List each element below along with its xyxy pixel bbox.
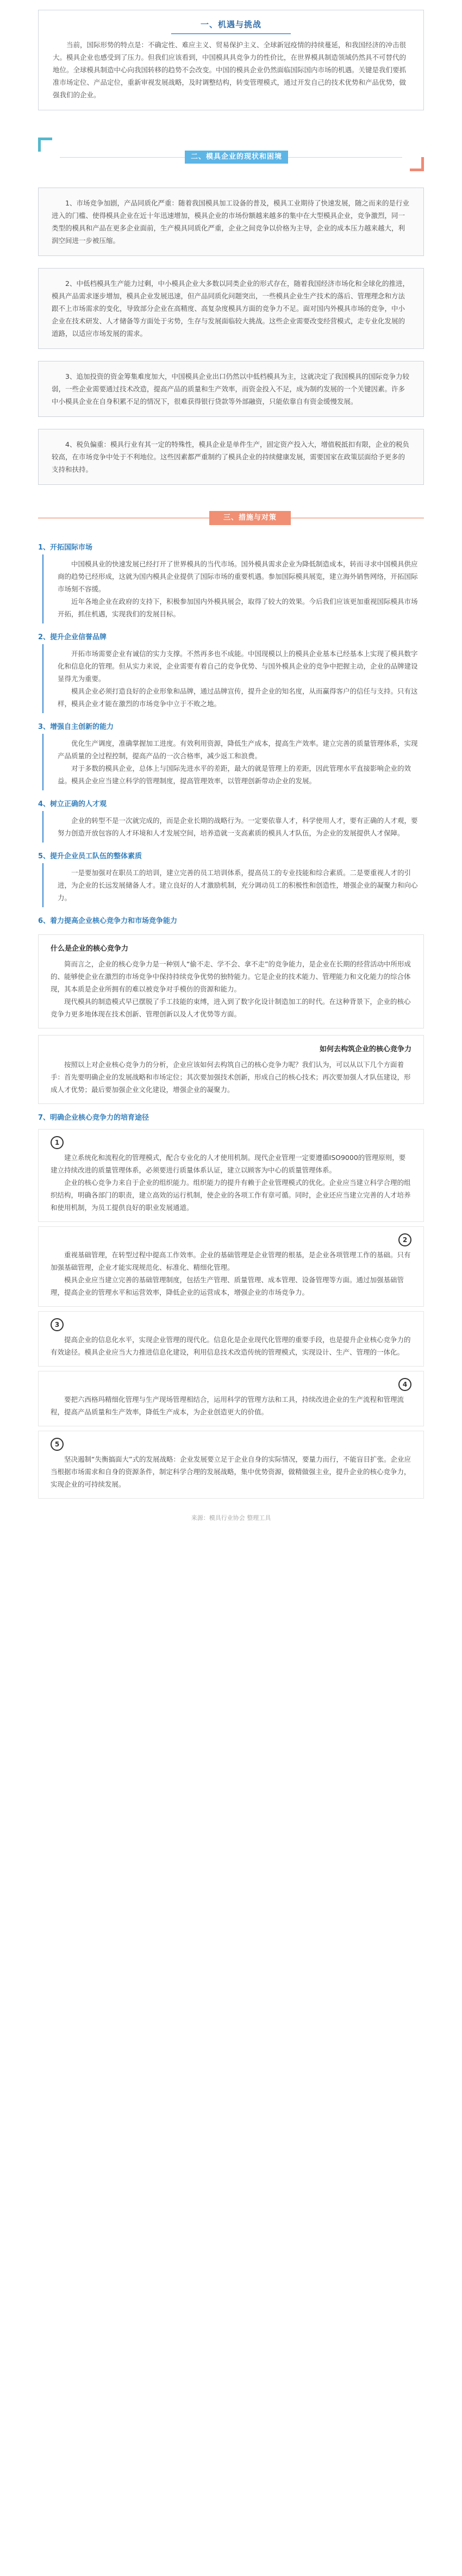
numbered-item (38, 1226, 424, 1307)
measure-title: 4、树立正确的人才观 (38, 800, 107, 808)
core-competence-box (38, 934, 424, 1028)
measure-body (42, 863, 424, 907)
measure-item (38, 798, 424, 843)
measure-paragraph: 优化生产调度，准确掌握加工进度。有效利用资源，降低生产成本，提高生产效率。建立完善的质量管理体系，实现产品质量的全过程控制，提高产品的一次合格率，减少返工和浪费。 (58, 739, 418, 760)
section-title: 二、模具企业的现状和困境 (185, 151, 288, 164)
numbered-paragraph: 提高企业的信息化水平，实现企业管理的现代化。信息化是企业现代化管理的重要手段，也是提升企业核心竞争力的有效途径。模具企业应当大力推进信息化建设，利用信息技术改造传统的管理模式，实现设计、生产、管理的一体化。 (51, 1336, 411, 1356)
status-paragraph-box (38, 268, 424, 349)
measure-body (42, 811, 424, 843)
numbered-item (38, 1129, 424, 1222)
number-row (51, 1318, 411, 1333)
measure-title: 7、明确企业核心竞争力的培育途径 (38, 1114, 149, 1122)
section-title: 一、机遇与挑战 (171, 18, 291, 34)
footer-source: 来源：模具行业协会 整理工具 (191, 1514, 271, 1521)
number-row (51, 1233, 411, 1249)
number-badge: 1 (51, 1136, 64, 1149)
question-paragraph: 现代模具的制造模式早已摆脱了手工技能的束缚，进入到了数字化设计制造加工的时代。在这种背景下，企业的核心竞争力更多地体现在技术创新、管理创新以及人才优势等方面。 (51, 997, 411, 1018)
status-paragraph-box (38, 188, 424, 256)
section-measures-header (38, 507, 424, 534)
numbered-item (38, 1371, 424, 1426)
numbered-item (38, 1431, 424, 1499)
measure-body (42, 644, 424, 713)
measure-title: 3、增强自主创新的能力 (38, 723, 114, 731)
section-paragraph: 当前，国际形势的特点是：不确定性、难应主义、贸易保护主义、全球新冠疫情的持续蔓延，和我国经济的冲击很大。模具企业也感受到了压力。但我们应该看到，中国模具具竞争力的性价比，在世界模具制造领域仍然具不可替代的地位。全球模具制造中心向我国转移的趋势不会改变。中国的模具企业仍然面临国际国内市场的机遇。关键是我们要抓准市场定位、产品定位，重新审视发展战略，及时调整结构，转变管理模式，通过开发自己的技术优势和产品优势，做强我们的企业。 (53, 41, 407, 99)
measure-title: 6、着力提高企业核心竞争力和市场竞争能力 (38, 917, 178, 925)
question-paragraph: 简而言之，企业的核心竞争力是一种别人“偷不走、学不会、拿不走”的竞争能力，是企业在长期的经营活动中所形成的、能够使企业在激烈的市场竞争中保持持续竞争优势的独特能力。它是企业的技术能力、管理能力和文化能力的综合体现，其本质是企业所拥有的难以被竞争对手模仿的资源和能力。 (51, 960, 411, 993)
measure-paragraph: 开拓市场需要企业有诚信的实力支撑。不然再多也不成能。中国现模以上的模具企业基本已经基本上实现了模具数字化和信息化的管理。但从实力来说，企业需要有着自己的竞争优势、与国外模具企业的竞争中把握主动，企业的品牌建设显得尤为重要。 (58, 650, 418, 683)
status-paragraph-box (38, 361, 424, 417)
status-paragraph: 1、市场竞争加剧，产品同质化严重：随着我国模具加工设备的普及，模具工业期待了快速发展，随之而来的是行业进入的门槛、使得模具企业在近十年迅速增加，模具企业的市场份额越来越多的集中在大型模具企业，竞争激烈，同一类型的模具和产品在更多企业面前，生产模具同质化严重，企业之间竞争以价格为主导，企业的成本压力越来越大，利润空间进一步被压缩。 (52, 199, 409, 245)
measure-item (38, 721, 424, 790)
measure-paragraph: 一是要加强对在职员工的培训，建立完善的员工培训体系，提高员工的专业技能和综合素质。二是要重视人才的引进，为企业的长远发展储备人才。建立良好的人才激励机制，充分调动员工的积极性和创造性，增强企业的凝聚力和向心力。 (58, 869, 418, 902)
numbered-paragraph: 重视基础管理，在转型过程中提高工作效率。企业的基础管理是企业管理的根基，是企业各项管理工作的基础。只有加强基础管理，企业才能实现规范化、标准化、精细化管理。 (51, 1251, 411, 1271)
section-status-header (38, 138, 424, 176)
numbered-paragraph: 模具企业应当建立完善的基础管理制度，包括生产管理、质量管理、成本管理、设备管理等方面。通过加强基础管理，提高企业的管理水平和运营效率，降低企业的运营成本，增强企业的市场竞争力。 (51, 1276, 404, 1296)
number-row (51, 1136, 411, 1151)
question-paragraph: 按照以上对企业核心竞争力的分析，企业应该如何去构筑自己的核心竞争力呢？我们认为，可以从以下几个方面着手：首先要明确企业的发展战略和市场定位；其次要加强技术创新，形成自己的核心技术；再次要加强人才队伍建设，形成人才优势；最后要加强企业文化建设，增强企业的凝聚力。 (51, 1061, 411, 1094)
measure-item (38, 850, 424, 907)
status-paragraph: 2、中低档模具生产能力过剩，中小模具企业大多数以同类企业的形式存在，随着我国经济市场化和全球化的推进，模具产品需求逐步增加，模具企业发展迅速，但产品同质化问题突出，一些模具企业生产技术的落后、管理理念和方法跟不上市场需求的变化，导致部分企业在高精度、高复杂度模具方面的竞争力不足。面对国内外模具市场的竞争，中小企业在技术研发、人才储备等方面处于劣势，生存与发展面临较大挑战。这些企业需要改变经营模式，走专业化发展的道路，以适应市场发展的需求。 (52, 279, 409, 338)
question-title: 什么是企业的核心竞争力 (51, 945, 129, 953)
numbered-paragraph: 建立系统化和流程化的管理模式，配合专业化的人才使用机制。现代企业管理一定要遵循ISO9000的管理原则，要建立持续改进的质量管理体系，必须要进行质量体系认证，建立以顾客为中心的质量管理体系。 (51, 1153, 406, 1174)
measure-item (38, 631, 424, 713)
measure-paragraph: 近年各地企业在政府的支持下，积极参加国内外模具展会，取得了较大的效果。今后我们应该更加重视国际模具市场开拓，抓住机遇，实现我们的发展目标。 (58, 597, 418, 618)
measure-title: 2、提升企业信誉品牌 (38, 633, 107, 641)
build-competence-box (38, 1035, 424, 1104)
measure-title: 5、提升企业员工队伍的整体素质 (38, 852, 142, 860)
measure-paragraph: 中国模具业的快速发展已经打开了世界模具的当代市场。国外模具需求企业为降低制造成本，转而寻求中国模具供应商的趋势已经形成，这就为国内模具企业提供了国际市场的重要机遇。参加国际模具展览，建立海外销售网络，开拓国际市场刻不容缓。 (58, 560, 418, 593)
number-row (51, 1438, 411, 1453)
number-row (51, 1378, 411, 1393)
question-title: 如何去构筑企业的核心竞争力 (319, 1045, 411, 1053)
number-badge: 2 (398, 1233, 411, 1246)
status-paragraph-box (38, 429, 424, 485)
measure-body (42, 554, 424, 623)
top-spacer (0, 0, 462, 5)
measure-paragraph: 企业的转型不是一次就完成的，而是企业长期的战略行为。一定要依靠人才，科学使用人才，要有正确的人才观，要努力创造开放包容的人才环境和人才发展空间，培养造就一支高素质的模具人才队伍，为企业的发展提供人才保障。 (58, 816, 418, 837)
number-badge: 5 (51, 1438, 64, 1451)
number-badge: 4 (398, 1378, 411, 1391)
measure-item (38, 915, 424, 928)
measure-paragraph: 模具企业必须打造良好的企业形象和品牌，通过品牌宣传，提升企业的知名度，从而赢得客户的信任与支持。只有这样，模具企业才能在激烈的市场竞争中立于不败之地。 (58, 687, 418, 708)
measure-title: 1、开拓国际市场 (38, 544, 93, 552)
section-title: 三、措施与对策 (209, 511, 291, 525)
numbered-paragraph: 企业的核心竞争力来自于企业的组织能力。组织能力的提升有赖于企业管理模式的优化。企业应当建立科学合理的组织结构，明确各部门的职责，建立高效的运行机制，使企业的各项工作有章可循。同时，企业还应当建立完善的人才培养和使用机制，为员工提供良好的职业发展通道。 (51, 1178, 411, 1212)
status-paragraph: 3、追加投资的资金筹集难度加大，中国模具企业出口仍然以中低档模具为主，这就决定了我国模具的国际竞争力较弱，一些企业需要通过技术改造，提高产品的质量和生产效率，而资金投入不足，成为制约发展的一个关键因素。许多中小模具企业在自身积累不足的情况下，很难获得银行贷款等外部融资，只能依靠自有资金缓慢发展。 (52, 372, 409, 406)
measure-body (42, 734, 424, 790)
corner-bracket-icon (410, 157, 424, 171)
measure-item (38, 1112, 424, 1125)
numbered-paragraph: 坚决遏制“失衡搞面大”式的发展战略：企业发展要立足于企业自身的实际情况，要量力而行，不能盲目扩张。企业应当根据市场需求和自身的资源条件，制定科学合理的发展战略，集中优势资源，做精做强主业，提升企业的核心竞争力，实现企业的可持续发展。 (51, 1455, 411, 1488)
numbered-item (38, 1311, 424, 1367)
corner-bracket-icon (38, 138, 52, 152)
section-opportunity (38, 10, 424, 110)
status-paragraph: 4、税负偏重：模具行业有其一定的特殊性，模具企业是单件生产，固定资产投入大，增值税抵扣有限，企业的税负较高，在市场竞争中处于不利地位。这些因素都严重制约了模具企业的持续健康发展，需要国家在政策层面给予更多的支持和扶持。 (52, 440, 409, 473)
measure-item (38, 541, 424, 623)
numbered-paragraph: 要把六西格玛精细化管理与生产现场管理相结合，运用科学的管理方法和工具，持续改进企业的生产流程和管理流程，提高产品质量和生产效率，降低生产成本，为企业创造更大的价值。 (51, 1395, 404, 1416)
measure-paragraph: 对于多数的模具企业，总体上与国际先进水平的差距，最大的就是管理上的差距，因此管理水平直接影响企业的效益。模具企业应当建立科学的管理制度，提高管理效率，以管理创新带动企业的发展。 (58, 764, 411, 785)
number-badge: 3 (51, 1318, 64, 1331)
